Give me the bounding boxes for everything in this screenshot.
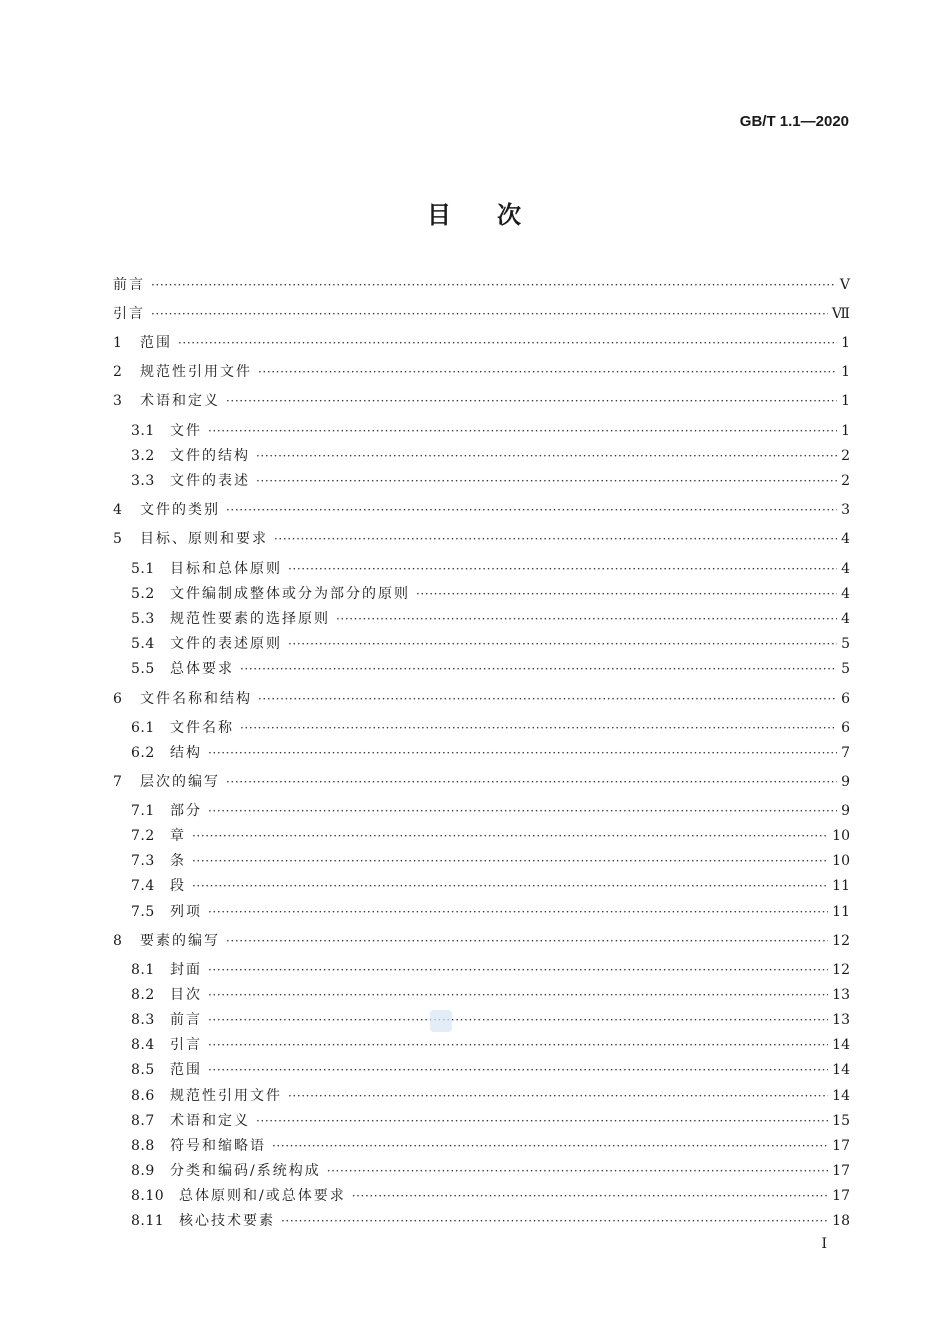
toc-label: 术语和定义	[170, 1113, 250, 1129]
toc-leader	[327, 1160, 828, 1182]
toc-label: 引言	[170, 1037, 202, 1053]
toc-entry[interactable]	[113, 688, 850, 710]
toc-label: 文件名称和结构	[140, 691, 252, 707]
toc-label: 分类和编码/系统构成	[170, 1163, 321, 1179]
toc-leader	[208, 800, 837, 822]
toc-page: 1	[841, 335, 850, 351]
toc-leader	[208, 1034, 828, 1056]
toc-subentry[interactable]	[131, 1110, 850, 1132]
toc-leader	[288, 558, 837, 580]
toc-label: 文件的表述	[170, 473, 250, 489]
toc-number: 8.8	[131, 1138, 155, 1154]
toc-subentry[interactable]	[131, 901, 850, 923]
toc-entry-foreword[interactable]	[113, 274, 850, 296]
toc-page: 9	[841, 774, 850, 790]
toc-page: 5	[841, 636, 850, 652]
toc-label: 核心技术要素	[179, 1213, 275, 1229]
toc-leader	[226, 771, 837, 793]
toc-number: 5.5	[131, 661, 155, 677]
toc-leader	[256, 445, 837, 467]
toc-number: 7.2	[131, 828, 155, 844]
toc-number: 3	[113, 393, 123, 409]
toc-page: 12	[832, 962, 850, 978]
toc-leader	[208, 959, 828, 981]
toc-leader	[226, 930, 828, 952]
toc-subentry[interactable]	[131, 1185, 850, 1207]
toc-subentry[interactable]	[131, 583, 850, 605]
toc-label: 文件	[170, 423, 202, 439]
toc-page: 4	[841, 561, 850, 577]
toc-page: 13	[832, 1012, 850, 1028]
toc-leader	[208, 1059, 828, 1081]
toc-leader	[256, 1110, 828, 1132]
toc-subentry[interactable]	[131, 742, 850, 764]
toc-entry[interactable]	[113, 930, 850, 952]
toc-number: 8.9	[131, 1163, 155, 1179]
toc-label: 条	[170, 853, 186, 869]
toc-leader	[288, 1085, 828, 1107]
toc-number: 3.3	[131, 473, 155, 489]
toc-subentry[interactable]	[131, 825, 850, 847]
standard-code: GB/T 1.1—2020	[739, 113, 849, 130]
toc-page: 6	[841, 720, 850, 736]
toc-page: 6	[841, 691, 850, 707]
toc-number: 8.5	[131, 1062, 155, 1078]
toc-leader	[281, 1210, 828, 1232]
toc-number: 7.1	[131, 803, 155, 819]
toc-page: 14	[832, 1088, 850, 1104]
toc-page: 11	[832, 878, 850, 894]
toc-leader	[208, 742, 837, 764]
toc-subentry[interactable]	[131, 1009, 850, 1031]
toc-label: 规范性要素的选择原则	[170, 611, 330, 627]
toc-entry[interactable]	[113, 390, 850, 412]
toc-leader	[151, 303, 828, 325]
toc-subentry[interactable]	[131, 420, 850, 442]
toc-leader	[258, 361, 837, 383]
toc-label: 文件的类别	[140, 502, 220, 518]
toc-subentry[interactable]	[131, 658, 850, 680]
toc-number: 5.2	[131, 586, 155, 602]
toc-entry[interactable]	[113, 361, 850, 383]
toc-page: Ⅶ	[831, 306, 850, 322]
toc-number: 3.1	[131, 423, 155, 439]
toc-number: 7	[113, 774, 123, 790]
toc-label: 结构	[170, 745, 202, 761]
toc-subentry[interactable]	[131, 1034, 850, 1056]
page-title	[0, 195, 950, 230]
toc-leader	[192, 825, 828, 847]
toc-page: 4	[841, 611, 850, 627]
toc-number: 8.6	[131, 1088, 155, 1104]
toc-label: 部分	[170, 803, 202, 819]
toc-label: 前言	[170, 1012, 202, 1028]
toc-leader	[208, 901, 828, 923]
toc-page: 14	[832, 1037, 850, 1053]
toc-leader	[416, 583, 837, 605]
toc-number: 5.4	[131, 636, 155, 652]
toc-label: 范围	[140, 335, 172, 351]
toc-label: 段	[170, 878, 186, 894]
toc-leader	[258, 688, 837, 710]
toc-leader	[192, 850, 828, 872]
toc-number: 6	[113, 691, 123, 707]
toc-subentry[interactable]	[131, 984, 850, 1006]
title-char-2: 次	[497, 202, 523, 229]
toc-label: 目标和总体原则	[170, 561, 282, 577]
toc-number: 6.1	[131, 720, 155, 736]
toc-subentry[interactable]	[131, 800, 850, 822]
toc-number: 7.5	[131, 904, 155, 920]
toc-page: 10	[832, 853, 850, 869]
toc-label: 列项	[170, 904, 202, 920]
toc-label: 文件编制成整体或分为部分的原则	[170, 586, 410, 602]
toc-page: 14	[832, 1062, 850, 1078]
toc-subentry[interactable]	[131, 1135, 850, 1157]
toc-leader	[178, 332, 837, 354]
toc-number: 8.2	[131, 987, 155, 1003]
toc-subentry[interactable]	[131, 1210, 850, 1232]
toc-number: 5.1	[131, 561, 155, 577]
toc-page: 5	[841, 661, 850, 677]
toc-page: 18	[832, 1213, 850, 1229]
toc-number: 6.2	[131, 745, 155, 761]
toc-entry[interactable]	[113, 771, 850, 793]
toc-number: 8.1	[131, 962, 155, 978]
toc-page: 11	[832, 904, 850, 920]
toc-page: 1	[841, 423, 850, 439]
toc-page: 4	[841, 586, 850, 602]
toc-page: 15	[832, 1113, 850, 1129]
toc-leader	[240, 717, 837, 739]
toc-leader	[256, 470, 837, 492]
toc-label: 总体要求	[170, 661, 234, 677]
toc-leader	[336, 608, 837, 630]
toc-subentry[interactable]	[131, 608, 850, 630]
toc-label: 文件的结构	[170, 448, 250, 464]
toc-label: 引言	[113, 306, 145, 322]
toc-subentry[interactable]	[131, 1160, 850, 1182]
toc-leader	[272, 1135, 828, 1157]
page-number: I	[821, 1236, 827, 1252]
toc-page: 13	[832, 987, 850, 1003]
toc-number: 8.11	[131, 1213, 165, 1229]
toc-subentry[interactable]	[131, 1059, 850, 1081]
toc-label: 层次的编写	[140, 774, 220, 790]
toc-number: 5	[113, 531, 123, 547]
toc-leader	[240, 658, 837, 680]
toc-page: 1	[841, 364, 850, 380]
toc-label: 规范性引用文件	[140, 364, 252, 380]
toc-leader	[288, 633, 837, 655]
toc-label: 目次	[170, 987, 202, 1003]
toc-number: 8.10	[131, 1188, 165, 1204]
toc-page: 1	[841, 393, 850, 409]
toc-subentry[interactable]	[131, 959, 850, 981]
toc-subentry[interactable]	[131, 633, 850, 655]
toc-page: 3	[841, 502, 850, 518]
toc-subentry[interactable]	[131, 717, 850, 739]
toc-label: 章	[170, 828, 186, 844]
toc-page: 2	[841, 473, 850, 489]
toc-label: 范围	[170, 1062, 202, 1078]
toc-label: 术语和定义	[140, 393, 220, 409]
toc-number: 8.7	[131, 1113, 155, 1129]
toc-label: 要素的编写	[140, 933, 220, 949]
toc-number: 8.4	[131, 1037, 155, 1053]
toc-page: 17	[832, 1163, 850, 1179]
toc-leader	[226, 499, 837, 521]
toc-leader	[352, 1185, 828, 1207]
toc-number: 4	[113, 502, 123, 518]
toc-number: 7.4	[131, 878, 155, 894]
toc-label: 前言	[113, 277, 145, 293]
toc-page: 17	[832, 1138, 850, 1154]
toc-subentry[interactable]	[131, 558, 850, 580]
toc-number: 7.3	[131, 853, 155, 869]
toc-number: 1	[113, 335, 123, 351]
toc-label: 符号和缩略语	[170, 1138, 266, 1154]
toc-leader	[208, 984, 828, 1006]
toc-subentry[interactable]	[131, 850, 850, 872]
toc-page: 9	[841, 803, 850, 819]
toc-page: 17	[832, 1188, 850, 1204]
toc-label: 文件的表述原则	[170, 636, 282, 652]
toc-subentry[interactable]	[131, 445, 850, 467]
toc-page: 10	[832, 828, 850, 844]
toc-label: 文件名称	[170, 720, 234, 736]
toc-leader	[192, 875, 828, 897]
toc-page: Ⅴ	[839, 277, 850, 293]
toc-label: 规范性引用文件	[170, 1088, 282, 1104]
toc-number: 8	[113, 933, 123, 949]
toc-page: 2	[841, 448, 850, 464]
toc-entry[interactable]	[113, 499, 850, 521]
toc-leader	[151, 274, 836, 296]
toc-entry-introduction[interactable]	[113, 303, 850, 325]
toc-leader	[274, 528, 837, 550]
toc-entry[interactable]	[113, 528, 850, 550]
toc-subentry[interactable]	[131, 1085, 850, 1107]
toc-leader	[208, 1009, 828, 1031]
toc-entry[interactable]	[113, 332, 850, 354]
toc-label: 封面	[170, 962, 202, 978]
toc-page: 4	[841, 531, 850, 547]
title-char-1: 目	[427, 202, 453, 229]
toc-leader	[226, 390, 837, 412]
toc-subentry[interactable]	[131, 875, 850, 897]
toc-number: 5.3	[131, 611, 155, 627]
toc-leader	[208, 420, 837, 442]
toc-label: 目标、原则和要求	[140, 531, 268, 547]
toc-page: 12	[832, 933, 850, 949]
toc-number: 3.2	[131, 448, 155, 464]
toc-page: 7	[841, 745, 850, 761]
watermark-mark	[430, 1010, 452, 1032]
toc-subentry[interactable]	[131, 470, 850, 492]
toc-number: 2	[113, 364, 123, 380]
toc-number: 8.3	[131, 1012, 155, 1028]
toc-label: 总体原则和/或总体要求	[179, 1188, 346, 1204]
